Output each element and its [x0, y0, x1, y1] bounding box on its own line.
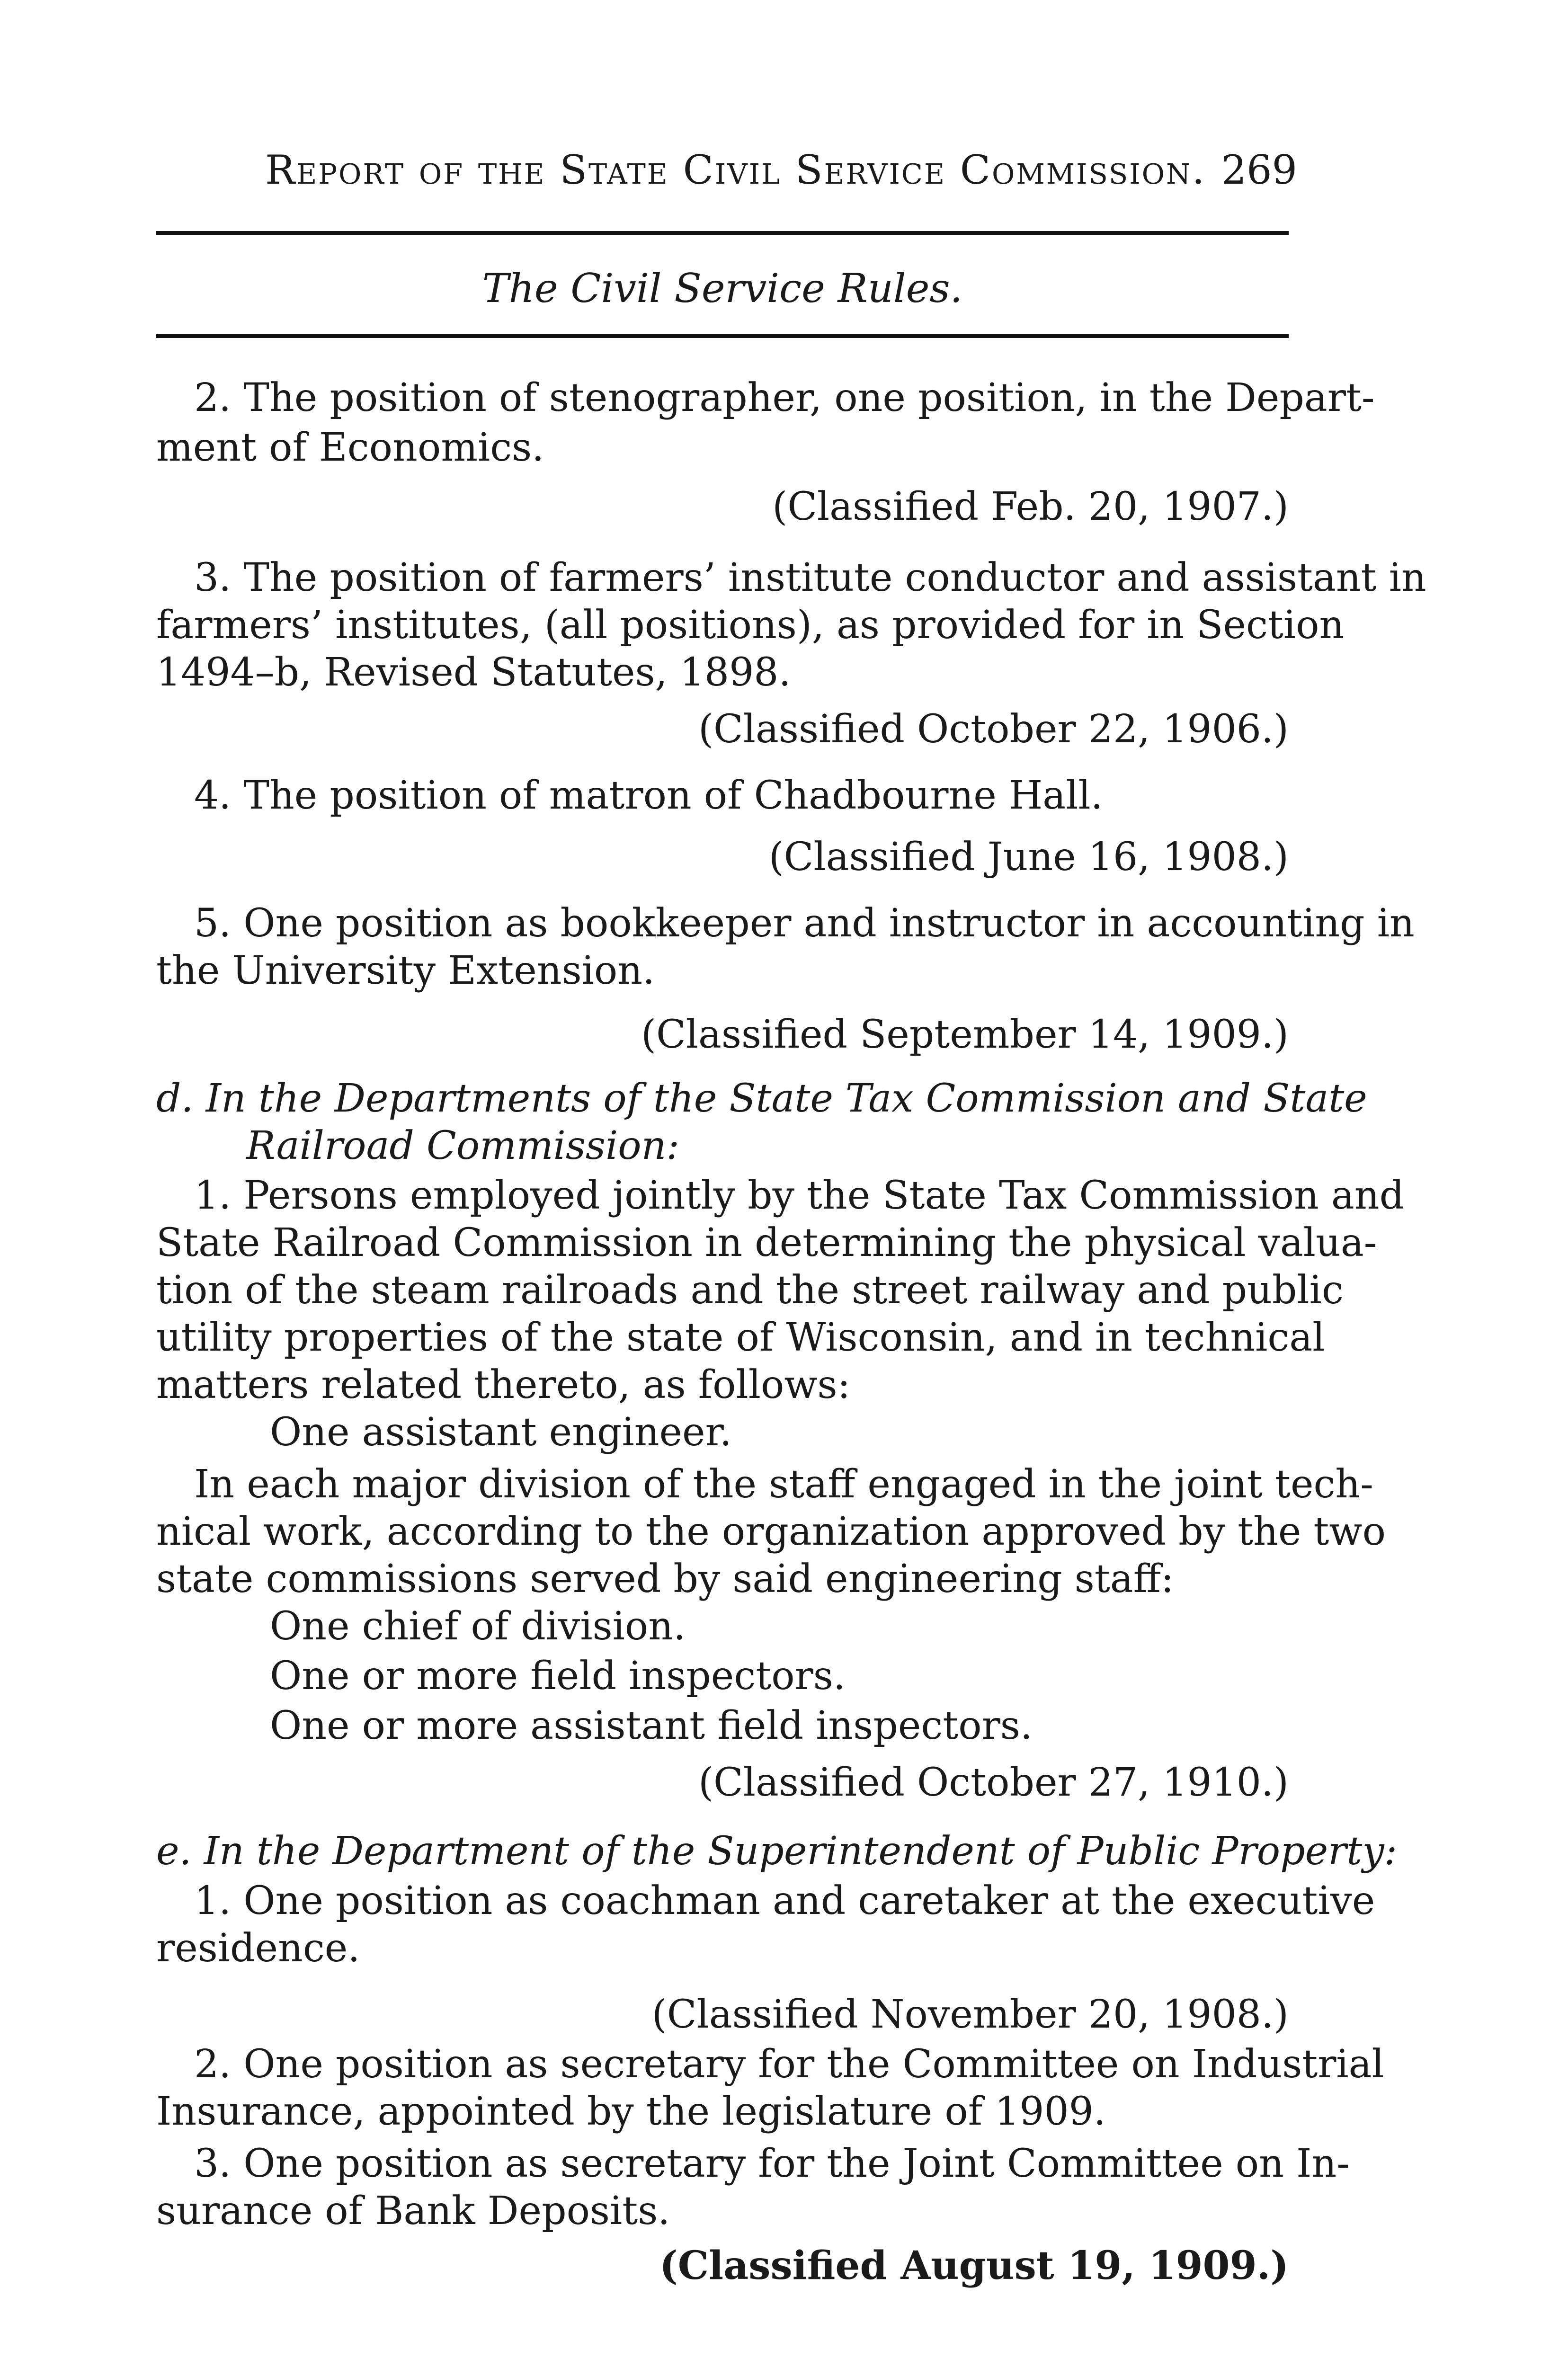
- header-title: Report of the State Civil Service Commission.: [265, 147, 1206, 193]
- e1-line-2: residence.: [156, 1926, 360, 1971]
- d1-para2-line-2: nical work, according to the organization approved by the two: [156, 1509, 1386, 1554]
- section-e-heading: e. In the Department of the Superintendent of Public Property:: [156, 1829, 1398, 1874]
- d1-line-6: One assistant engineer.: [270, 1410, 732, 1455]
- running-header: [265, 142, 1297, 204]
- item-5-classified: (Classified September 14, 1909.): [641, 1012, 1289, 1057]
- item-3-line-3: 1494–b, Revised Statutes, 1898.: [156, 650, 791, 695]
- d1-line-2: State Railroad Commission in determining the physical valua-: [156, 1220, 1377, 1265]
- d1-para2-line-5: One or more field inspectors.: [270, 1654, 846, 1699]
- section-d-heading-line-2: Railroad Commission:: [246, 1123, 680, 1168]
- d1-line-1: 1. Persons employed jointly by the State Tax Commission and: [194, 1173, 1405, 1218]
- d1-para2-line-3: state commissions served by said engineering staff:: [156, 1557, 1174, 1602]
- item-2-classified: (Classified Feb. 20, 1907.): [772, 484, 1289, 529]
- header-rule-top: [156, 231, 1289, 235]
- page-number: 269: [1221, 147, 1297, 193]
- item-2-line-2: ment of Economics.: [156, 425, 544, 470]
- e1-classified: (Classified November 20, 1908.): [651, 1992, 1289, 2037]
- item-3-line-2: farmers’ institutes, (all positions), as provided for in Section: [156, 603, 1345, 648]
- header-rule-bottom: [156, 334, 1289, 338]
- section-d-heading-line-1: d. In the Departments of the State Tax Commission and State: [156, 1076, 1367, 1121]
- d1-classified: (Classified October 27, 1910.): [698, 1760, 1289, 1805]
- d1-line-4: utility properties of the state of Wisconsin, and in technical: [156, 1315, 1325, 1360]
- e3-line-1: 3. One position as secretary for the Joint Committee on In-: [194, 2141, 1350, 2186]
- d1-para2-line-4: One chief of division.: [270, 1604, 686, 1649]
- d1-line-5: matters related thereto, as follows:: [156, 1362, 851, 1407]
- e3-classified: (Classified August 19, 1909.): [659, 2243, 1289, 2288]
- e2-line-2: Insurance, appointed by the legislature of 1909.: [156, 2089, 1106, 2134]
- item-2-line-1: 2. The position of stenographer, one position, in the Depart-: [194, 375, 1375, 420]
- item-5-line-1: 5. One position as bookkeeper and instructor in accounting in: [194, 901, 1415, 946]
- item-3-classified: (Classified October 22, 1906.): [698, 707, 1289, 752]
- d1-para2-line-6: One or more assistant field inspectors.: [270, 1703, 1033, 1748]
- e2-line-1: 2. One position as secretary for the Committee on Industrial: [194, 2042, 1384, 2087]
- d1-line-3: tion of the steam railroads and the street railway and public: [156, 1268, 1344, 1313]
- item-4-line-1: 4. The position of matron of Chadbourne Hall.: [194, 773, 1103, 818]
- item-5-line-2: the University Extension.: [156, 948, 655, 993]
- e1-line-1: 1. One position as coachman and caretaker at the executive: [194, 1878, 1375, 1923]
- section-subtitle: The Civil Service Rules.: [482, 265, 963, 311]
- item-3-line-1: 3. The position of farmers’ institute conductor and assistant in: [194, 555, 1426, 600]
- item-4-classified: (Classified June 16, 1908.): [768, 835, 1289, 880]
- e3-line-2: surance of Bank Deposits.: [156, 2189, 670, 2234]
- d1-para2-line-1: In each major division of the staff engaged in the joint tech-: [194, 1462, 1373, 1507]
